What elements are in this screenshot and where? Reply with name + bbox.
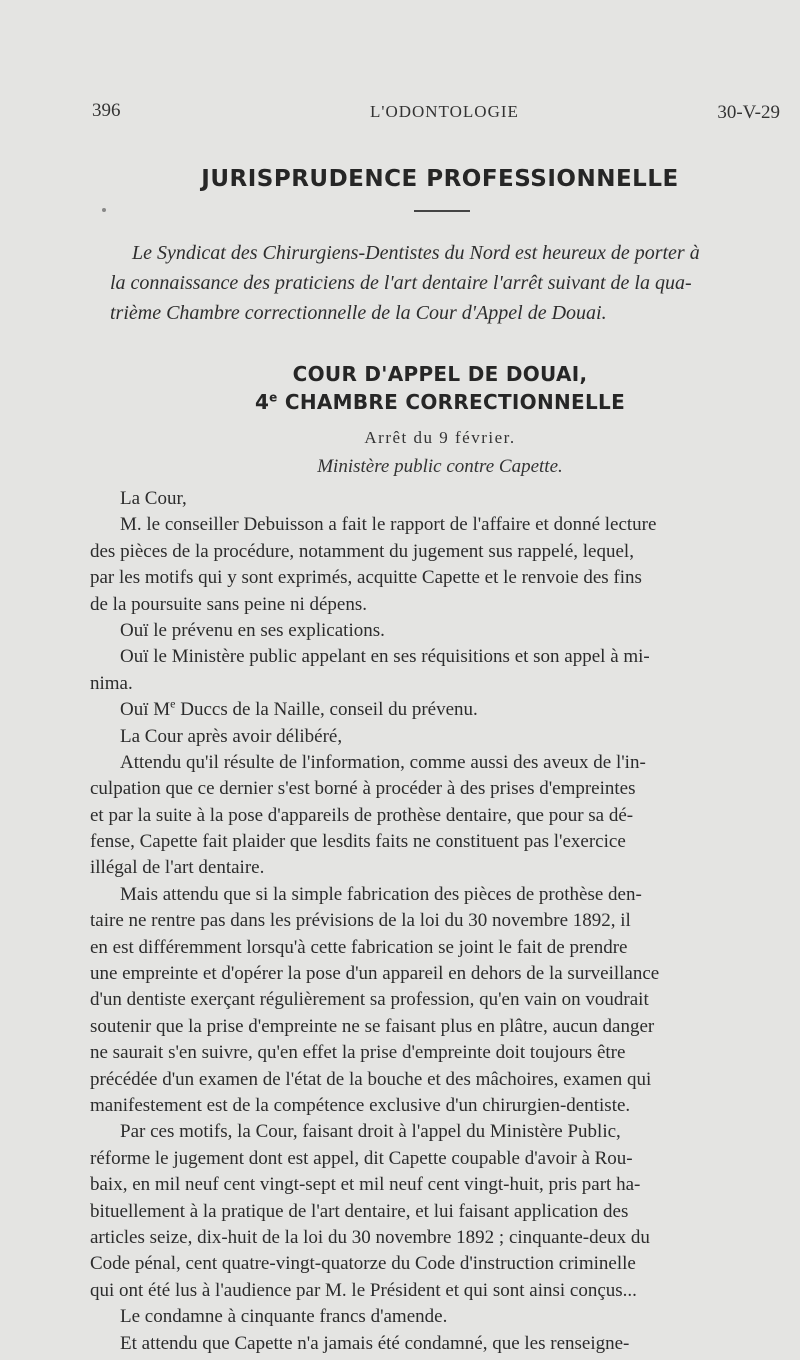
- body-line-text: Par ces motifs, la Cour, faisant droit à l'appel du Ministère Public,: [120, 1121, 621, 1143]
- body-line: [90, 776, 798, 802]
- body-line-text: fense, Capette fait plaider que lesdits faits ne constituent pas l'exercice: [90, 831, 626, 853]
- body-line-text: bituellement à la pratique de l'art dentaire, et lui faisant application des: [90, 1200, 629, 1222]
- body-line-text: baix, en mil neuf cent vingt-sept et mil neuf cent vingt-huit, pris part ha-: [90, 1174, 641, 1196]
- body-line: [90, 829, 798, 855]
- body-line: [90, 671, 798, 697]
- body-line-text: et par la suite à la pose d'appareils de prothèse dentaire, que pour sa dé-: [90, 804, 634, 826]
- body-line: [90, 935, 798, 961]
- body-line: [90, 855, 798, 881]
- body-line: [90, 1067, 798, 1093]
- body-line: [90, 908, 798, 934]
- intro-line: Le Syndicat des Chirurgiens-Dentistes du Nord est heureux de porter à: [132, 242, 700, 264]
- body-line-text: précédée d'un examen de l'état de la bouche et des mâchoires, examen qui: [90, 1068, 652, 1090]
- court-heading: COUR D'APPEL DE DOUAI,: [292, 362, 588, 386]
- body-line: [90, 803, 798, 829]
- body-line: [90, 1199, 798, 1225]
- body-line-text: Et attendu que Capette n'a jamais été condamné, que les renseigne-: [120, 1332, 630, 1354]
- chamber-heading: [0, 390, 800, 414]
- body-line: [90, 1331, 798, 1357]
- body-line: [90, 565, 798, 591]
- body-line: [90, 1278, 798, 1304]
- superscript: e: [170, 696, 176, 711]
- body-line-text: d'un dentiste exerçant régulièrement sa profession, qu'en vain on voudrait: [90, 989, 649, 1011]
- intro-line: la connaissance des praticiens de l'art dentaire l'arrêt suivant de la qua-: [110, 272, 692, 294]
- chamber-number: 4: [254, 390, 270, 414]
- body-line: [90, 1146, 798, 1172]
- body-line-text: en est différemment lorsqu'à cette fabrication se joint le fait de prendre: [90, 936, 628, 958]
- body-line-text: réforme le jugement dont est appel, dit Capette coupable d'avoir à Rou-: [90, 1147, 633, 1169]
- body-line: [90, 1172, 798, 1198]
- body-line-text: par les motifs qui y sont exprimés, acquitte Capette et le renvoie des fins: [90, 567, 642, 589]
- body-line: [90, 1251, 798, 1277]
- body-line-text: qui ont été lus à l'audience par M. le Président et qui sont ainsi conçus...: [90, 1279, 637, 1301]
- body-line-text: Code pénal, cent quatre-vingt-quatorze du Code d'instruction criminelle: [90, 1253, 636, 1275]
- body-line-text: Ouï M: [120, 699, 171, 721]
- body-line: [90, 1119, 798, 1145]
- body-line-text: Attendu qu'il résulte de l'information, comme aussi des aveux de l'in-: [120, 751, 646, 773]
- body-line-text: Le condamne à cinquante francs d'amende.: [120, 1306, 448, 1328]
- chamber-name: CHAMBRE CORRECTIONNELLE: [277, 390, 626, 414]
- intro-line: trième Chambre correctionnelle de la Cour d'Appel de Douai.: [110, 302, 607, 324]
- judgment-text: [90, 486, 798, 1357]
- body-line-text: illégal de l'art dentaire.: [90, 857, 265, 879]
- running-header: [92, 100, 780, 130]
- intro-paragraph: [110, 238, 800, 328]
- body-line: [90, 1304, 798, 1330]
- body-line: [90, 724, 798, 750]
- body-line: [90, 486, 798, 512]
- body-line-text: de la poursuite sans peine ni dépens.: [90, 593, 368, 615]
- body-line-text: taire ne rentre pas dans les prévisions de la loi du 30 novembre 1892, il: [90, 910, 631, 932]
- case-parties-line: Ministère public contre Capette.: [317, 456, 563, 477]
- chamber-ordinal: e: [269, 390, 278, 405]
- body-line: [90, 539, 798, 565]
- body-line-text: Mais attendu que si la simple fabrication des pièces de prothèse den-: [120, 883, 642, 905]
- article-title: JURISPRUDENCE PROFESSIONNELLE: [201, 166, 679, 192]
- body-line-text: ne saurait s'en suivre, qu'en effet la prise d'empreinte doit toujours être: [90, 1042, 626, 1064]
- body-line-text: Duccs de la Naille, conseil du prévenu.: [175, 699, 478, 721]
- page-number: 396: [92, 100, 121, 121]
- body-line-text: des pièces de la procédure, notamment du jugement sus rappelé, lequel,: [90, 540, 634, 562]
- body-line-text: manifestement est de la compétence exclusive d'un chirurgien-dentiste.: [90, 1094, 631, 1116]
- body-line: [90, 697, 798, 723]
- body-line: [90, 618, 798, 644]
- body-line-text: La Cour après avoir délibéré,: [120, 725, 343, 747]
- body-line-text: nima.: [90, 672, 133, 694]
- body-line: [90, 592, 798, 618]
- arret-date-line: Arrêt du 9 février.: [364, 428, 516, 447]
- body-line: [90, 750, 798, 776]
- body-line: [90, 987, 798, 1013]
- body-line-text: La Cour,: [120, 488, 187, 509]
- body-line-text: Ouï le prévenu en ses explications.: [120, 619, 385, 641]
- body-line-text: M. le conseiller Debuisson a fait le rapport de l'affaire et donné lecture: [120, 514, 657, 536]
- body-line-text: soutenir que la prise d'empreinte ne se faisant plus en plâtre, aucun danger: [90, 1015, 655, 1037]
- body-line: [90, 512, 798, 538]
- body-line: [90, 1225, 798, 1251]
- title-rule: [414, 210, 470, 212]
- body-line: [90, 1014, 798, 1040]
- journal-title: L'ODONTOLOGIE: [370, 102, 519, 121]
- body-line: [90, 1093, 798, 1119]
- print-speck: [102, 208, 106, 212]
- body-line-text: culpation que ce dernier s'est borné à procéder à des prises d'empreintes: [90, 778, 636, 800]
- body-line-text: Ouï le Ministère public appelant en ses réquisitions et son appel à mi-: [120, 646, 650, 668]
- body-line-text: articles seize, dix-huit de la loi du 30 novembre 1892 ; cinquante-deux du: [90, 1226, 650, 1248]
- body-line-text: une empreinte et d'opérer la pose d'un appareil en dehors de la surveillance: [90, 963, 660, 985]
- body-line: [90, 1040, 798, 1066]
- body-line: [90, 882, 798, 908]
- body-line: [90, 961, 798, 987]
- body-line: [90, 644, 798, 670]
- issue-date: 30-V-29: [717, 102, 780, 123]
